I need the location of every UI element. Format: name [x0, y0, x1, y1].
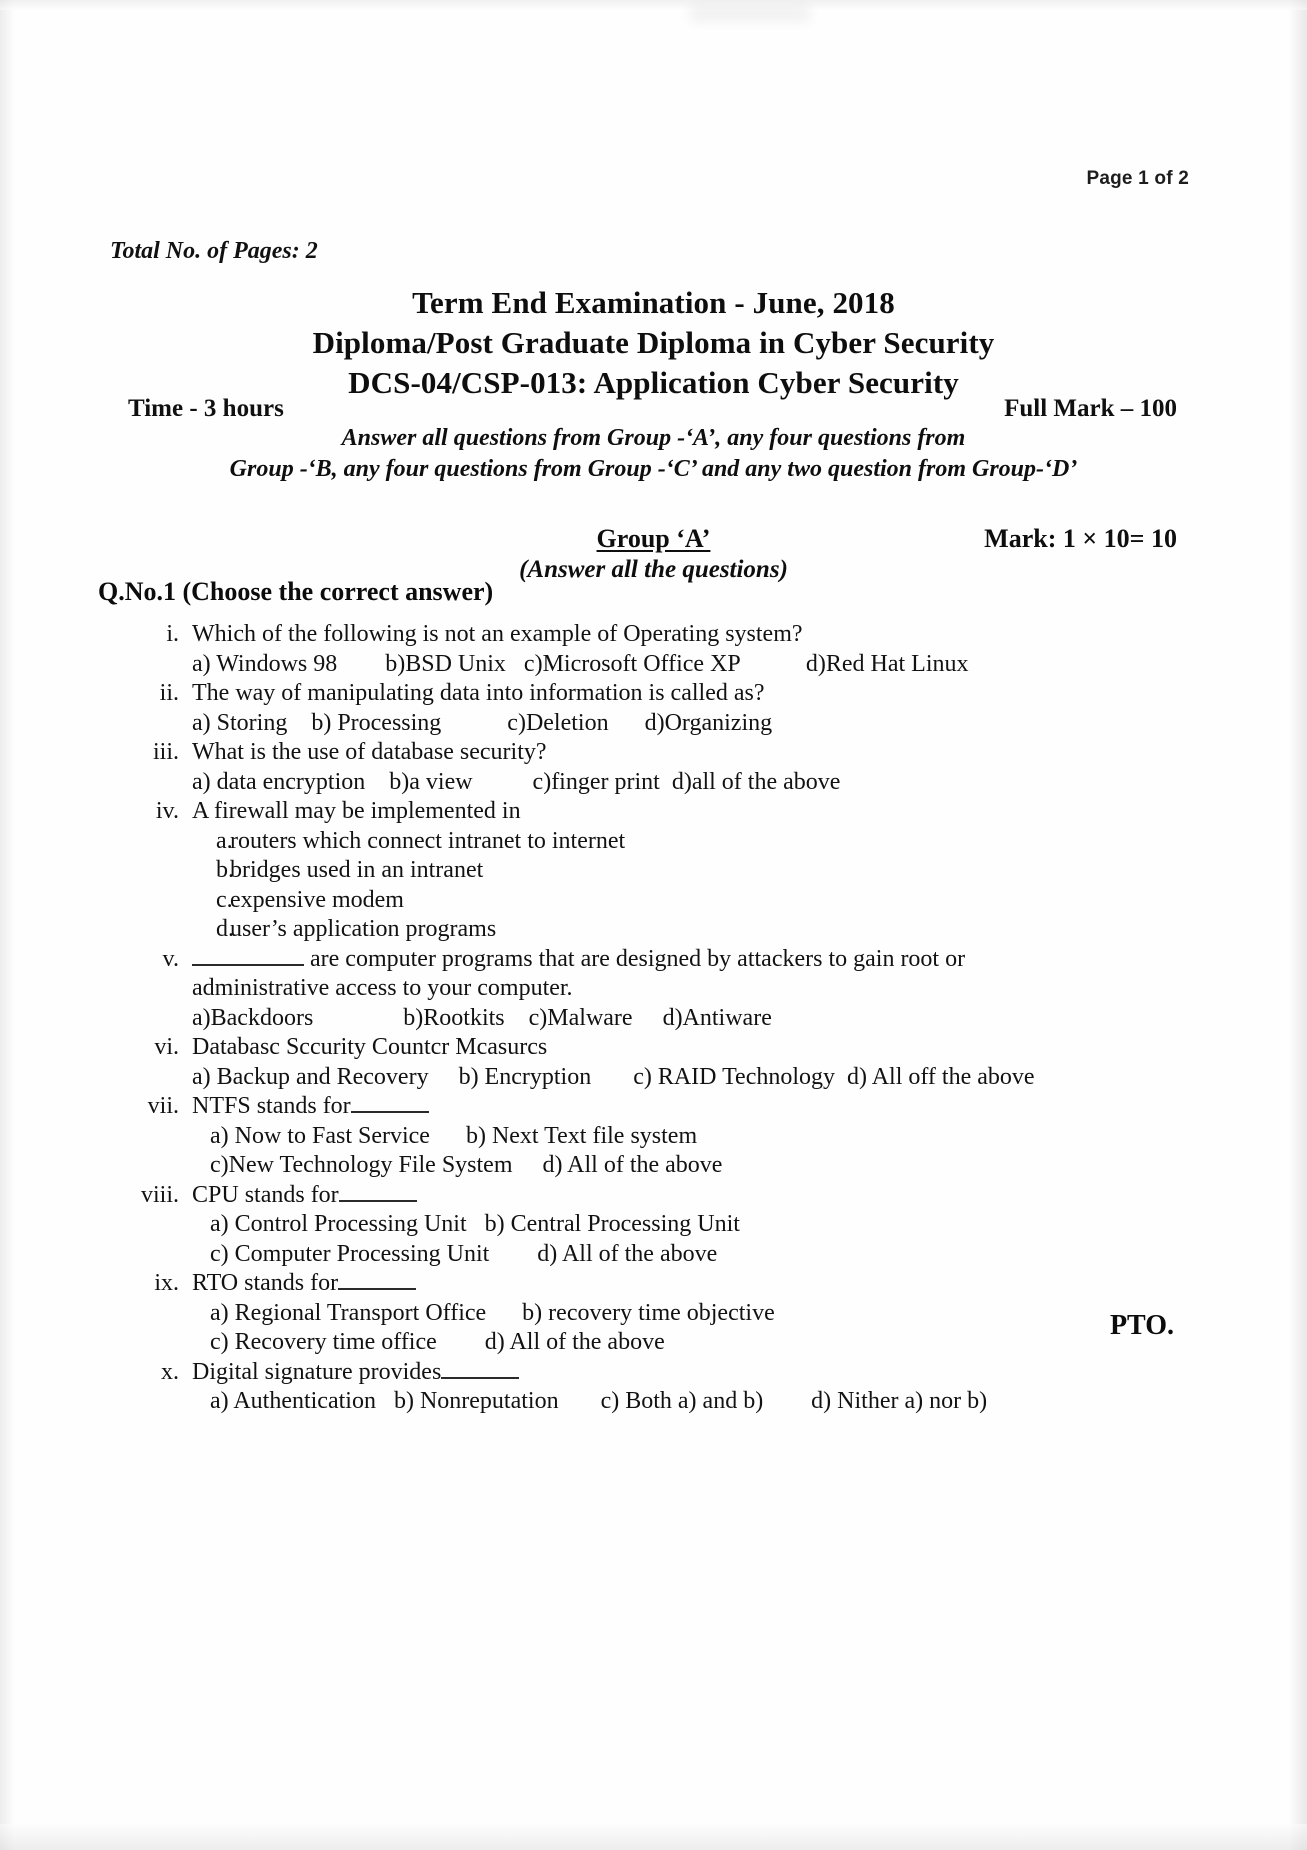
- question-options: a)Backdoors b)Rootkits c)Malware d)Antiware: [192, 1004, 772, 1031]
- instruction-line-2: Group -‘B, any four questions from Group -‘C’ and any two question from Group-‘D’: [229, 456, 1078, 482]
- question-options: a) Now to Fast Service b) Next Text file system: [210, 1122, 698, 1149]
- question-item: [140, 945, 1200, 1034]
- question-options: c) Recovery time office d) All of the above: [210, 1329, 665, 1355]
- question-item: [140, 797, 1200, 945]
- answer-blank: [192, 947, 304, 966]
- question-item: [140, 738, 1200, 797]
- exam-title-line-2: Diploma/Post Graduate Diploma in Cyber Security: [312, 325, 995, 360]
- question-body: [192, 945, 1200, 1034]
- answer-blank: [339, 1183, 417, 1202]
- question-roman-numeral: ii.: [159, 680, 179, 706]
- question-options: a) data encryption b)a view c)finger print d)all of the above: [192, 768, 841, 795]
- question-options: a) Storing b) Processing c)Deletion d)Organizing: [192, 709, 773, 736]
- exam-title-line-1: Term End Examination - June, 2018: [412, 285, 895, 320]
- question-text: NTFS stands for: [192, 1092, 1200, 1122]
- question-item: [140, 1358, 1200, 1417]
- question-body: [192, 1269, 1200, 1358]
- answer-blank: [441, 1360, 519, 1379]
- question-item: [140, 1092, 1200, 1181]
- question-roman-numeral: ix.: [154, 1270, 179, 1296]
- total-pages-label: Total No. of Pages: 2: [110, 238, 318, 264]
- question-item: [140, 1269, 1200, 1358]
- question-options: a) Authentication b) Nonreputation c) Both a) and b) d) Nither a) nor b): [210, 1388, 988, 1414]
- question-sub-option: [192, 827, 1200, 857]
- pto-label: PTO.: [1109, 1310, 1174, 1341]
- question-number-heading: Q.No.1 (Choose the correct answer): [98, 577, 494, 606]
- question-roman-numeral: x.: [161, 1358, 179, 1385]
- question-roman-numeral: iv.: [155, 798, 179, 824]
- question-text: The way of manipulating data into information is called as?: [192, 680, 765, 706]
- group-a-marks: Mark: 1 × 10= 10: [984, 524, 1177, 553]
- question-roman-numeral: vi.: [154, 1034, 179, 1060]
- question-text: Digital signature provides: [192, 1358, 1200, 1388]
- question-item: [140, 1181, 1200, 1270]
- page-number: Page 1 of 2: [1086, 168, 1189, 189]
- sub-option-letter: d.: [216, 916, 234, 942]
- question-roman-numeral: viii.: [140, 1181, 179, 1208]
- answer-blank: [351, 1094, 429, 1113]
- exam-time: Time - 3 hours: [128, 395, 284, 422]
- question-sub-option-list: [192, 827, 1200, 945]
- sub-option-text: expensive modem: [230, 886, 404, 913]
- question-roman-numeral: vii.: [147, 1093, 179, 1119]
- question-sub-option: [192, 856, 1200, 886]
- question-options: a) Windows 98 b)BSD Unix c)Microsoft Office XP d)Red Hat Linux: [192, 650, 969, 677]
- question-body: [192, 1358, 1200, 1417]
- question-body: [192, 620, 1200, 679]
- group-a-heading-text: Group ‘A’: [596, 524, 711, 553]
- exam-title-block: [0, 283, 1307, 403]
- question-body: [192, 1033, 1200, 1092]
- group-a-subheading: (Answer all the questions): [519, 556, 788, 583]
- question-roman-numeral: v.: [162, 945, 179, 972]
- exam-instructions: [0, 423, 1307, 485]
- question-sub-option: [192, 915, 1200, 945]
- question-roman-numeral: iii.: [152, 739, 179, 765]
- sub-option-text: bridges used in an intranet: [230, 857, 484, 883]
- question-item: [140, 679, 1200, 738]
- exam-title-line-3: DCS-04/CSP-013: Application Cyber Security: [348, 365, 959, 400]
- sub-option-letter: a.: [216, 827, 233, 854]
- question-options: c) Computer Processing Unit d) All of the above: [210, 1240, 718, 1267]
- question-text: RTO stands for: [192, 1269, 1200, 1299]
- question-text: CPU stands for: [192, 1181, 1200, 1211]
- exam-meta-row: [128, 395, 1177, 423]
- question-text: What is the use of database security?: [192, 739, 547, 765]
- question-body: [192, 679, 1200, 738]
- question-list: [140, 620, 1200, 1417]
- sub-option-text: routers which connect intranet to internet: [230, 827, 626, 854]
- question-item: [140, 1033, 1200, 1092]
- question-sub-option: [192, 886, 1200, 916]
- question-item: [140, 620, 1200, 679]
- exam-full-mark: Full Mark – 100: [1004, 395, 1177, 422]
- question-text: Which of the following is not an example of Operating system?: [192, 621, 803, 647]
- question-text: Databasc Sccurity Countcr Mcasurcs: [192, 1034, 548, 1060]
- answer-blank: [338, 1271, 416, 1290]
- question-text: are computer programs that are designed by attackers to gain root or: [192, 945, 1200, 975]
- instruction-line-1: Answer all questions from Group -‘A’, any four questions from: [341, 425, 966, 451]
- sub-option-letter: c.: [216, 886, 233, 913]
- question-options: c)New Technology File System d) All of the above: [210, 1152, 723, 1178]
- question-body: [192, 1181, 1200, 1270]
- sub-option-letter: b.: [216, 857, 234, 883]
- question-options: a) Backup and Recovery b) Encryption c) RAID Technology d) All off the above: [192, 1063, 1035, 1090]
- question-text-continued: administrative access to your computer.: [192, 975, 573, 1001]
- question-body: [192, 738, 1200, 797]
- question-text: A firewall may be implemented in: [192, 798, 521, 824]
- question-body: [192, 1092, 1200, 1181]
- sub-option-text: user’s application programs: [230, 916, 497, 942]
- question-roman-numeral: i.: [166, 621, 179, 647]
- question-options: a) Control Processing Unit b) Central Processing Unit: [210, 1211, 740, 1237]
- question-body: [192, 797, 1200, 945]
- question-options: a) Regional Transport Office b) recovery time objective: [210, 1299, 775, 1326]
